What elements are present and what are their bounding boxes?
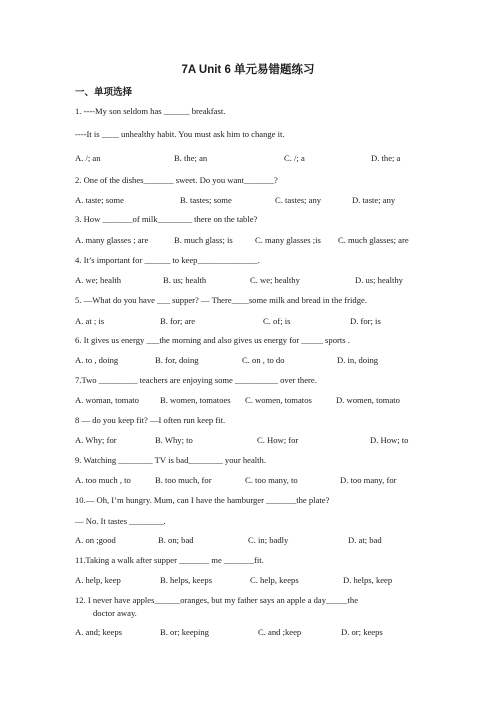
question-2-stem: 2. One of the dishes_______ sweet. Do you want_______? [75,175,278,185]
question-8-option-b: B. Why; to [155,435,193,445]
question-8-stem: 8 — do you keep fit? —I often run keep fit. [75,415,226,425]
question-9-stem: 9. Watching ________ TV is bad________ your health. [75,455,266,465]
question-10-stem: 10.— Oh, I’m hungry. Mum, can I have the hamburger _______the plate? [75,495,330,505]
question-4-option-c: C. we; healthy [250,275,300,285]
question-8-option-d: D. How; to [370,435,409,445]
question-4-option-b: B. us; health [163,275,207,285]
question-12-stem-line2: doctor away. [93,608,137,618]
question-5-stem: 5. —What do you have ___ supper? — There____some milk and bread in the fridge. [75,295,367,305]
question-5-option-d: D. for; is [350,316,381,326]
question-2-option-a: A. taste; some [75,195,124,205]
question-11-stem: 11.Taking a walk after supper _______ me _______fit. [75,555,264,565]
question-1-stem: 1. ----My son seldom has ______ breakfast. [75,106,226,116]
question-11-option-d: D. helps, keep [343,575,393,585]
question-3-option-c: C. many glasses ;is [255,235,321,245]
question-3-option-a: A. many glasses ; are [75,235,149,245]
question-1-stem-line2: ----It is ____ unhealthy habit. You must ask him to change it. [75,129,285,139]
question-6-option-d: D. in, doing [337,355,379,365]
question-12-option-d: D. or; keeps [341,627,383,637]
question-3-option-b: B. much glass; is [174,235,233,245]
question-12-option-a: A. and; keeps [75,627,123,637]
question-1-option-c: C. /; a [284,153,305,163]
question-7-option-c: C. women, tomatos [245,395,312,405]
question-7-option-d: D. women, tomato [336,395,400,405]
question-6-option-a: A. to , doing [75,355,119,365]
question-10-option-a: A. on ;good [75,535,116,545]
question-2-option-b: B. tastes; some [180,195,232,205]
question-1-option-d: D. the; a [371,153,401,163]
question-3-option-d: C. much glasses; are [338,235,409,245]
question-12-stem: 12. I never have apples______oranges, but my father says an apple a day_____the [75,595,359,605]
question-5-option-c: C. of; is [263,316,291,326]
question-5-option-a: A. at ; is [75,316,105,326]
question-4-option-d: D. us; healthy [355,275,403,285]
question-10-option-d: D. at; bad [348,535,382,545]
question-3-stem: 3. How _______of milk________ there on the table? [75,214,258,224]
question-11-option-b: B. helps, keeps [160,575,213,585]
question-8-option-c: C. How; for [257,435,299,445]
question-10-option-b: B. on; bad [158,535,194,545]
question-10-stem-line2: — No. It tastes ________. [75,516,166,526]
question-7-option-a: A. woman, tomato [75,395,139,405]
page-title: 7A Unit 6 单元易错题练习 [181,64,315,76]
question-5-option-b: B. for; are [160,316,196,326]
question-4-option-a: A. we; health [75,275,122,285]
question-11-option-a: A. help, keep [75,575,121,585]
question-7-stem: 7.Two _________ teachers are enjoying some __________ over there. [75,375,317,385]
question-9-option-a: A. too much , to [75,475,131,485]
question-6-option-c: C. on , to do [242,355,285,365]
question-7-option-b: B. women, tomatoes [160,395,231,405]
question-2-option-d: D. taste; any [352,195,396,205]
question-12-option-b: B. or; keeping [160,627,209,637]
question-6-option-b: B. for, doing [155,355,199,365]
question-9-option-b: B. too much, for [155,475,212,485]
question-1-option-b: B. the; an [174,153,208,163]
question-9-option-d: D. too many, for [340,475,397,485]
question-4-stem: 4. It’s important for ______ to keep______________. [75,255,260,265]
question-1-option-a: A. /; an [75,153,101,163]
section-heading: 一、单项选择 [75,87,133,98]
question-10-option-c: C. in; badly [248,535,289,545]
question-9-option-c: C. too many, to [245,475,298,485]
question-6-stem: 6. It gives us energy ___the morning and also gives us energy for _____ sports . [75,335,350,345]
question-12-option-c: C. and ;keep [258,627,302,637]
question-11-option-c: C. help, keeps [250,575,299,585]
question-8-option-a: A. Why; for [75,435,117,445]
question-2-option-c: C. tastes; any [275,195,322,205]
